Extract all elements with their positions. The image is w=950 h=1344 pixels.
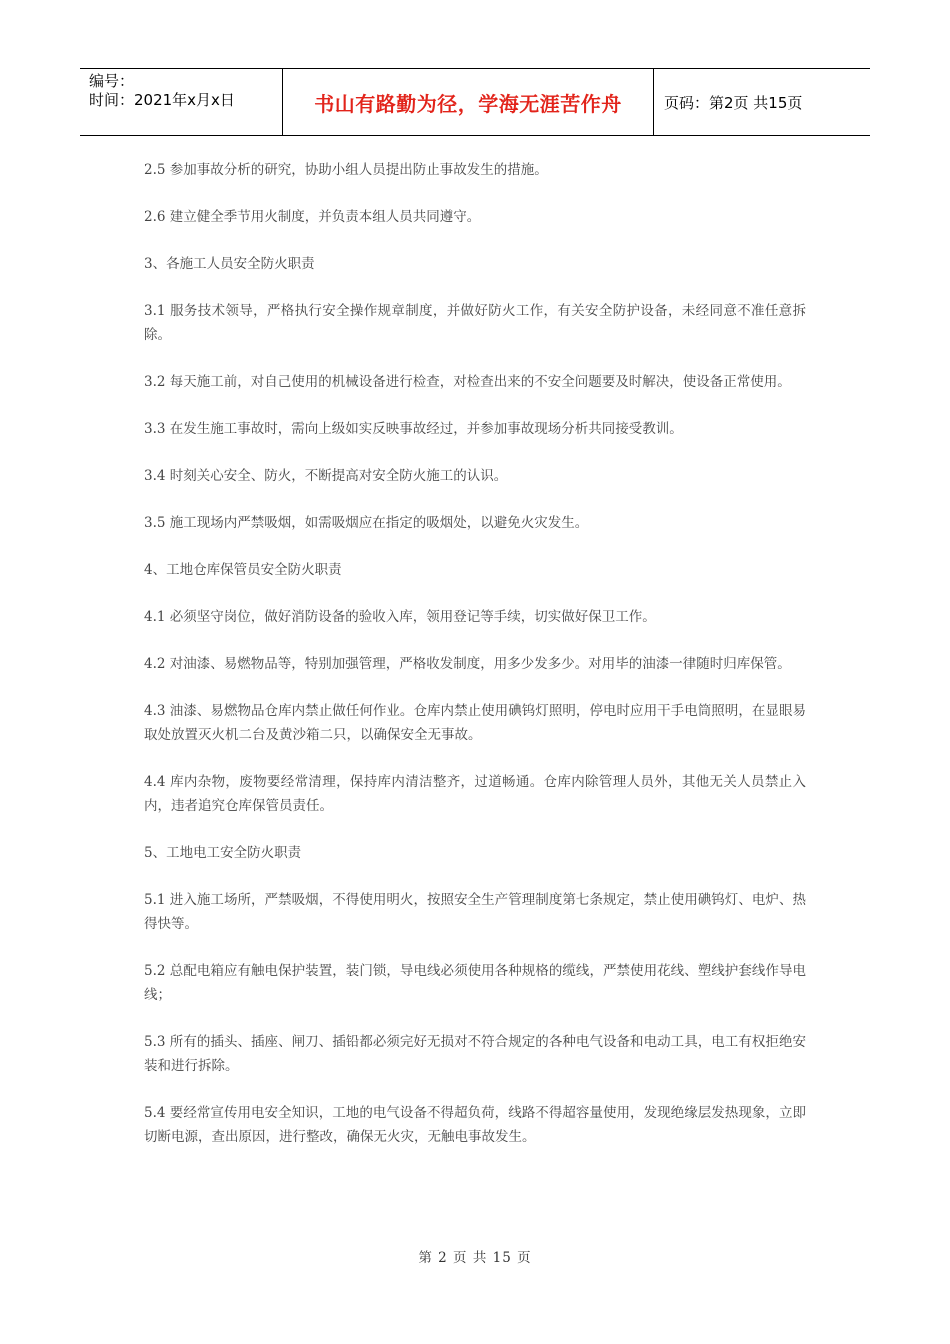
section-heading: 4、工地仓库保管员安全防火职责 <box>144 562 342 578</box>
paragraph: 4.2 对油漆、易燃物品等，特别加强管理，严格收发制度，用多少发多少。对用毕的油漆一律随时归库保管。 <box>144 656 791 672</box>
paragraph: 2.6 建立健全季节用火制度，并负责本组人员共同遵守。 <box>144 209 481 225</box>
paragraph: 5.2 总配电箱应有触电保护装置，装门锁，导电线必须使用各种规格的缆线，严禁使用花线、塑线护套线作导电线； <box>144 963 806 1003</box>
section-heading: 3、各施工人员安全防火职责 <box>144 256 315 272</box>
paragraph: 3.3 在发生施工事故时，需向上级如实反映事故经过，并参加事故现场分析共同接受教训。 <box>144 421 683 437</box>
paragraph: 2.5 参加事故分析的研究，协助小组人员提出防止事故发生的措施。 <box>144 162 548 178</box>
paragraph: 5.3 所有的插头、插座、闸刀、插铅都必须完好无损对不符合规定的各种电气设备和电动工具，电工有权拒绝安装和进行拆除。 <box>144 1034 806 1074</box>
section-heading: 5、工地电工安全防火职责 <box>144 845 302 861</box>
document-number-label: 编号： <box>89 72 135 90</box>
document-body <box>144 158 806 1172</box>
document-date-label: 时间：2021年x月x日 <box>89 91 235 109</box>
paragraph: 5.4 要经常宣传用电安全知识，工地的电气设备不得超负荷，线路不得超容量使用，发现绝缘层发热现象，立即切断电源，查出原因，进行整改，确保无火灾，无触电事故发生。 <box>144 1105 806 1145</box>
paragraph: 3.4 时刻关心安全、防火，不断提高对安全防火施工的认识。 <box>144 468 508 484</box>
paragraph: 3.1 服务技术领导，严格执行安全操作规章制度，并做好防火工作，有关安全防护设备，未经同意不准任意拆除。 <box>144 303 806 343</box>
paragraph: 3.2 每天施工前，对自己使用的机械设备进行检查，对检查出来的不安全问题要及时解决，使设备正常使用。 <box>144 374 791 390</box>
page-footer: 第 2 页 共 15 页 <box>418 1250 532 1266</box>
header-meta <box>80 69 282 135</box>
page-header <box>80 68 870 136</box>
header-motto: 书山有路勤为径，学海无涯苦作舟 <box>282 69 654 135</box>
paragraph: 5.1 进入施工场所，严禁吸烟，不得使用明火，按照安全生产管理制度第七条规定，禁止使用碘钨灯、电炉、热得快等。 <box>144 892 806 932</box>
paragraph: 4.4 库内杂物，废物要经常清理，保持库内清洁整齐，过道畅通。仓库内除管理人员外，其他无关人员禁止入内，违者追究仓库保管员责任。 <box>144 774 806 814</box>
paragraph: 4.1 必须坚守岗位，做好消防设备的验收入库，领用登记等手续，切实做好保卫工作。 <box>144 609 656 625</box>
paragraph: 3.5 施工现场内严禁吸烟，如需吸烟应在指定的吸烟处，以避免火灾发生。 <box>144 515 589 531</box>
paragraph: 4.3 油漆、易燃物品仓库内禁止做任何作业。仓库内禁止使用碘钨灯照明，停电时应用干手电筒照明，在显眼易取处放置灭火机二台及黄沙箱二只，以确保安全无事故。 <box>144 703 806 743</box>
header-page-label: 页码：第2页 共15页 <box>664 93 803 112</box>
